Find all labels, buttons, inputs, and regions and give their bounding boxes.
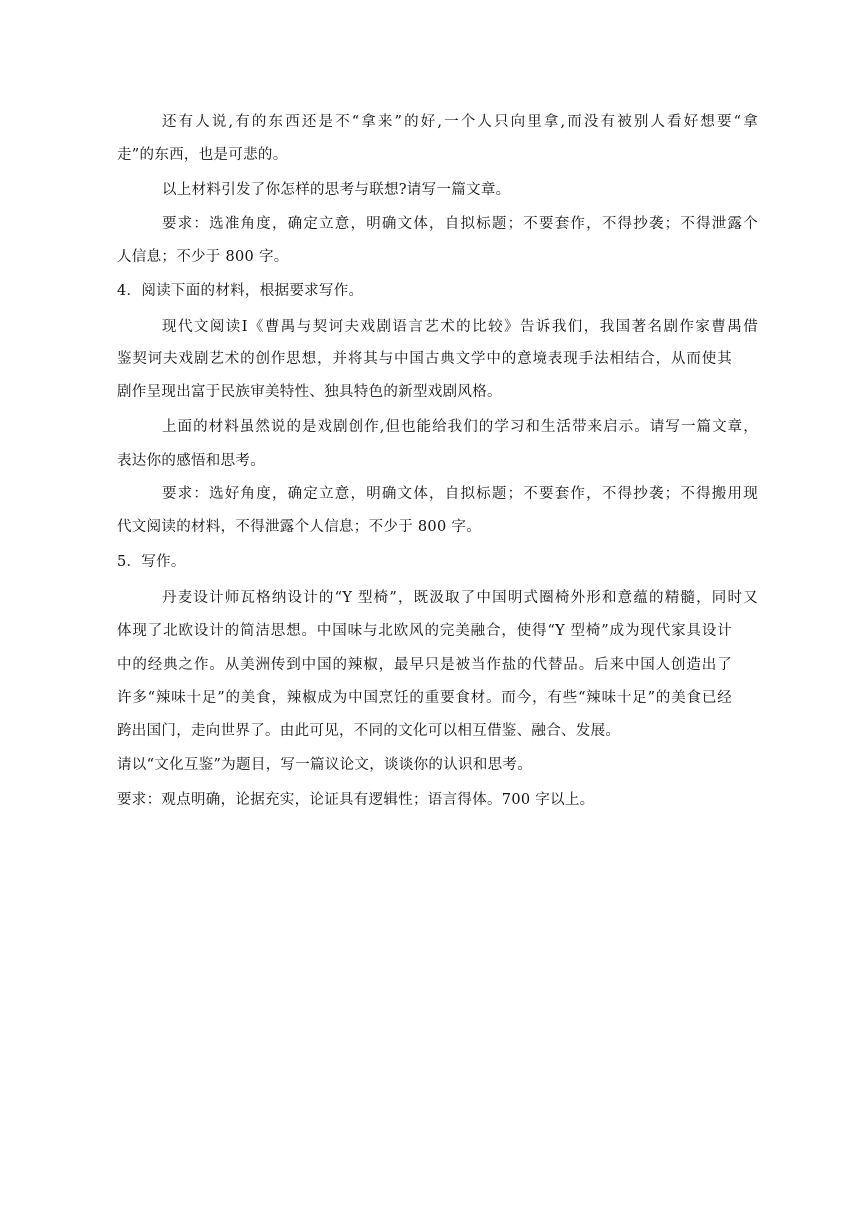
section5-heading: 5．写作。 bbox=[117, 554, 186, 570]
section3-para1-line2: 走”的东西，也是可悲的。 bbox=[117, 147, 288, 163]
section4-para1-line3: 剧作呈现出富于民族审美特性、独具特色的新型戏剧风格。 bbox=[117, 384, 502, 400]
section4-requirement-line1: 要求：选好角度，确定立意，明确文体，自拟标题；不要套作，不得抄袭；不得搬用现 bbox=[162, 486, 758, 502]
section5-para-line2: 体现了北欧设计的简洁思想。中国味与北欧风的完美融合，使得“Y 型椅”成为现代家具设计 bbox=[117, 623, 732, 639]
section5-para-line1: 丹麦设计师瓦格纳设计的“Y 型椅”，既汲取了中国明式圈椅外形和意蕴的精髓，同时又 bbox=[162, 590, 758, 606]
section5-prompt: 请以“文化互鉴”为题目，写一篇议论文，谈谈你的认识和思考。 bbox=[117, 757, 533, 773]
section4-para1-line2: 鉴契诃夫戏剧艺术的创作思想，并将其与中国古典文学中的意境表现手法相结合，从而使其 bbox=[117, 351, 732, 367]
section3-requirement-line1: 要求：选准角度，确定立意，明确文体，自拟标题；不要套作，不得抄袭；不得泄露个 bbox=[162, 216, 758, 232]
section3-para2: 以上材料引发了你怎样的思考与联想?请写一篇文章。 bbox=[162, 182, 511, 198]
section4-para1-line1: 现代文阅读Ⅰ《曹禺与契诃夫戏剧语言艺术的比较》告诉我们，我国著名剧作家曹禺借 bbox=[162, 319, 758, 335]
section3-requirement-line2: 人信息；不少于 800 字。 bbox=[117, 249, 289, 265]
section4-para2-line1: 上面的材料虽然说的是戏剧创作,但也能给我们的学习和生活带来启示。请写一篇文章， bbox=[162, 419, 758, 435]
section5-para-line5: 跨出国门，走向世界了。由此可见，不同的文化可以相互借鉴、融合、发展。 bbox=[117, 723, 621, 739]
section4-para2-line2: 表达你的感悟和思考。 bbox=[117, 453, 265, 469]
section4-requirement-line2: 代文阅读的材料，不得泄露个人信息；不少于 800 字。 bbox=[117, 519, 481, 535]
section5-para-line4: 许多“辣味十足”的美食，辣椒成为中国烹饪的重要食材。而今，有些“辣味十足”的美食已经 bbox=[117, 690, 732, 706]
section3-para1-line1: 还有人说,有的东西还是不“拿来”的好,一个人只向里拿,而没有被别人看好想要“拿 bbox=[162, 114, 758, 130]
section5-requirement: 要求：观点明确，论据充实，论证具有逻辑性；语言得体。700 字以上。 bbox=[117, 792, 595, 808]
section4-heading: 4．阅读下面的材料，根据要求写作。 bbox=[117, 283, 364, 299]
section5-para-line3: 中的经典之作。从美洲传到中国的辣椒，最早只是被当作盐的代替品。后来中国人创造出了 bbox=[117, 657, 732, 673]
